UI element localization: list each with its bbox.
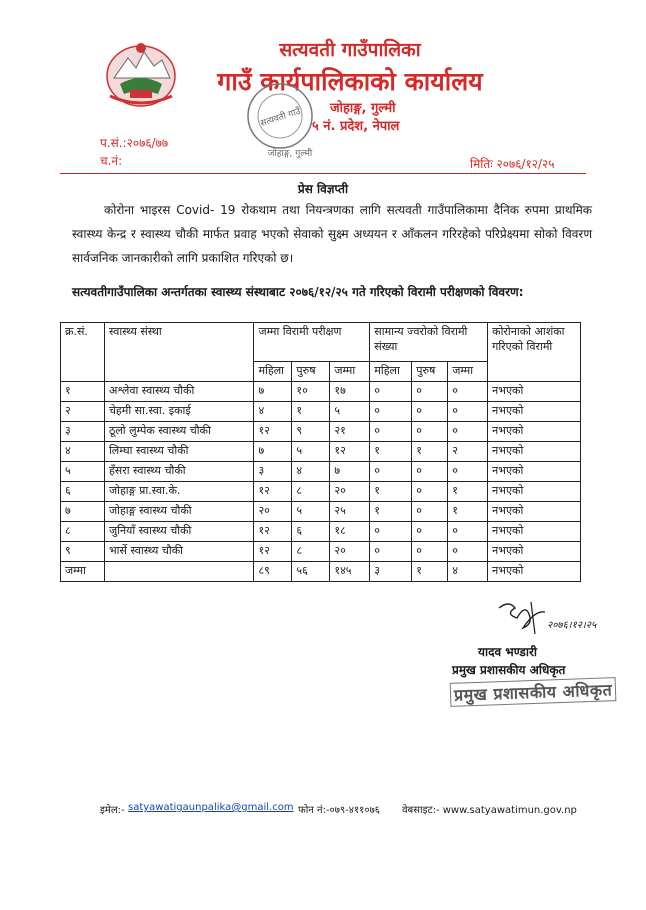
header-fever: सामान्य ज्वरोको विरामी संख्या — [370, 323, 488, 362]
cell-male: ८ — [292, 542, 330, 562]
sub-total: जम्मा — [448, 362, 488, 382]
cell-fever-male: ० — [412, 382, 448, 402]
cell-fever-male: ० — [412, 502, 448, 522]
cell-fever-male: १ — [412, 442, 448, 462]
table-heading: सत्यवतीगाउँपालिका अन्तर्गतका स्वास्थ्य संस्थाबाट २०७६/१२/२५ गते गरिएको विरामी परीक्षणको विवरण: — [72, 285, 524, 299]
cell-female: १२ — [254, 542, 292, 562]
cell-corona: नभएको — [488, 522, 581, 542]
cell-female: ७ — [254, 382, 292, 402]
cell-total: ५ — [330, 402, 370, 422]
cell-fever-total: ० — [448, 382, 488, 402]
cell-male: ४ — [292, 462, 330, 482]
table-row — [61, 502, 581, 522]
sub-total: जम्मा — [330, 362, 370, 382]
cell-fever-male: १ — [412, 562, 448, 582]
dispatch-number: च.नं: — [100, 154, 123, 168]
table-row — [61, 482, 581, 502]
table-header-row — [61, 323, 581, 362]
office-name: गाउँ कार्यपालिकाको कार्यालय — [217, 67, 483, 96]
signatory-name: यादव भण्डारी — [478, 645, 537, 659]
cell-total: २० — [330, 482, 370, 502]
cell-male: १० — [292, 382, 330, 402]
cell-fever-female: ० — [370, 382, 412, 402]
cell-sn: ५ — [61, 462, 105, 482]
cell-fever-total: ० — [448, 542, 488, 562]
table-row — [61, 522, 581, 542]
table-total-row — [61, 562, 581, 582]
cell-sn: १ — [61, 382, 105, 402]
letter-date: मितिः २०७६/१२/२५ — [470, 157, 555, 171]
cell-fever-total: ० — [448, 522, 488, 542]
cell-fever-female: ० — [370, 522, 412, 542]
signatory-designation: प्रमुख प्रशासकीय अधिकृत — [452, 663, 566, 677]
header-total-tested: जम्मा विरामी परीक्षण — [254, 323, 370, 362]
cell-fever-total: ४ — [448, 562, 488, 582]
header-divider — [60, 173, 586, 174]
cell-institution: जोहाङ्ग प्रा.स्वा.के. — [104, 482, 254, 502]
cell-corona: नभएको — [488, 382, 581, 402]
cell-corona: नभएको — [488, 462, 581, 482]
cell-male: ५ — [292, 442, 330, 462]
designation-stamp: प्रमुख प्रशासकीय अधिकृत — [450, 677, 617, 707]
cell-fever-female: ० — [370, 402, 412, 422]
sub-female: महिला — [254, 362, 292, 382]
cell-male: ९ — [292, 422, 330, 442]
cell-female: ४ — [254, 402, 292, 422]
cell-male: ८ — [292, 482, 330, 502]
intro-paragraph: कोरोना भाइरस Covid- 19 रोकथाम तथा नियन्त्रणका लागि सत्यवती गाउँपालिकामा दैनिक रुपमा प्राथमिक स्वास्थ्य केन्द्र र स्वास्थ्य चौकी मार्फत प्रवाह भएको सेवाको सुक्ष्म अध्ययन र आँकलन गरिरहेको परिप्रेक्ष्यमा सोको विवरण सार्वजनिक जानकारीको लागि प्रकाशित गरिएको छ। — [72, 203, 592, 265]
cell-fever-male: ० — [412, 422, 448, 442]
cell-corona: नभएको — [488, 402, 581, 422]
cell-total: २० — [330, 542, 370, 562]
cell-total: १७ — [330, 382, 370, 402]
cell-total: १२ — [330, 442, 370, 462]
cell-corona: नभएको — [488, 422, 581, 442]
cell-institution: अश्लेवा स्वास्थ्य चौकी — [104, 382, 254, 402]
phone-number: फोन नं:-०७९-४११०७६ — [298, 805, 380, 816]
cell-sn: ९ — [61, 542, 105, 562]
cell-total: १४५ — [330, 562, 370, 582]
cell-corona: नभएको — [488, 482, 581, 502]
cell-total: १८ — [330, 522, 370, 542]
website-link[interactable]: वेबसाइट:- www.satyawatimun.gov.np — [402, 805, 577, 816]
cell-fever-male: ० — [412, 542, 448, 562]
table-row — [61, 422, 581, 442]
table-row — [61, 462, 581, 482]
cell-sn: जम्मा — [61, 562, 105, 582]
cell-female: ३ — [254, 462, 292, 482]
cell-male: ५ — [292, 502, 330, 522]
header-institution: स्वास्थ्य संस्था — [104, 323, 254, 382]
cell-fever-male: ० — [412, 482, 448, 502]
cell-corona: नभएको — [488, 502, 581, 522]
cell-fever-total: १ — [448, 482, 488, 502]
cell-fever-male: ० — [412, 522, 448, 542]
cell-male: ५६ — [292, 562, 330, 582]
sub-male: पुरुष — [292, 362, 330, 382]
press-release-title: प्रेस विज्ञप्ती — [297, 182, 349, 196]
email-label: इमेल:- — [100, 805, 125, 816]
cell-total: २५ — [330, 502, 370, 522]
cell-fever-female: १ — [370, 502, 412, 522]
cell-fever-female: ३ — [370, 562, 412, 582]
cell-female: १२ — [254, 522, 292, 542]
cell-sn: ७ — [61, 502, 105, 522]
cell-sn: ३ — [61, 422, 105, 442]
cell-fever-total: ० — [448, 462, 488, 482]
sub-male: पुरुष — [412, 362, 448, 382]
cell-sn: ६ — [61, 482, 105, 502]
address-line1: जोहाङ्ग, गुल्मी — [330, 101, 396, 116]
cell-total: २१ — [330, 422, 370, 442]
cell-fever-female: ० — [370, 422, 412, 442]
cell-institution: जुनियाँ स्वास्थ्य चौकी — [104, 522, 254, 542]
cell-institution: जोहाङ्ग स्वास्थ्य चौकी — [104, 502, 254, 522]
nepal-emblem-icon — [100, 38, 182, 110]
email-link[interactable]: satyawatigaunpalika@gmail.com — [128, 802, 294, 813]
cell-female: ८९ — [254, 562, 292, 582]
cell-sn: २ — [61, 402, 105, 422]
svg-text:सत्यवती गाउँ: सत्यवती गाउँ — [259, 106, 302, 130]
cell-male: १ — [292, 402, 330, 422]
patient-table — [60, 322, 581, 582]
cell-institution: लिम्घा स्वास्थ्य चौकी — [104, 442, 254, 462]
stamp-text: जोहाङ्ग, गुल्मी — [267, 149, 313, 159]
table-row — [61, 442, 581, 462]
reference-number: प.सं.:२०७६/७७ — [100, 136, 169, 150]
cell-institution: हँसरा स्वास्थ्य चौकी — [104, 462, 254, 482]
cell-institution: भार्से स्वास्थ्य चौकी — [104, 542, 254, 562]
cell-sn: ४ — [61, 442, 105, 462]
cell-female: १२ — [254, 482, 292, 502]
cell-fever-male: ० — [412, 462, 448, 482]
signature-icon — [495, 598, 597, 640]
cell-female: ७ — [254, 442, 292, 462]
header-corona: कोरोनाको आशंका गरिएको विरामी — [488, 323, 581, 382]
table-row — [61, 542, 581, 562]
cell-institution: चेहमी सा.स्वा. इकाई — [104, 402, 254, 422]
cell-fever-female: ० — [370, 462, 412, 482]
cell-institution — [104, 562, 254, 582]
cell-fever-total: ० — [448, 402, 488, 422]
cell-fever-total: ० — [448, 422, 488, 442]
cell-institution: ठूलो लुम्पेक स्वास्थ्य चौकी — [104, 422, 254, 442]
signature-date: २०७६।१२।२५ — [547, 620, 597, 631]
cell-female: २० — [254, 502, 292, 522]
cell-total: ७ — [330, 462, 370, 482]
cell-fever-female: ० — [370, 542, 412, 562]
cell-fever-female: १ — [370, 482, 412, 502]
address-line2: ५ नं. प्रदेश, नेपाल — [312, 119, 400, 134]
cell-female: १२ — [254, 422, 292, 442]
table-row — [61, 382, 581, 402]
cell-corona: नभएको — [488, 562, 581, 582]
cell-male: ६ — [292, 522, 330, 542]
cell-corona: नभएको — [488, 542, 581, 562]
cell-fever-male: ० — [412, 402, 448, 422]
cell-corona: नभएको — [488, 442, 581, 462]
cell-sn: ८ — [61, 522, 105, 542]
cell-fever-female: १ — [370, 442, 412, 462]
sub-female: महिला — [370, 362, 412, 382]
cell-fever-total: १ — [448, 502, 488, 522]
cell-fever-total: २ — [448, 442, 488, 462]
municipality-name: सत्यवती गाउँपालिका — [279, 39, 421, 61]
table-row — [61, 402, 581, 422]
header-sn: क्र.सं. — [61, 323, 105, 382]
